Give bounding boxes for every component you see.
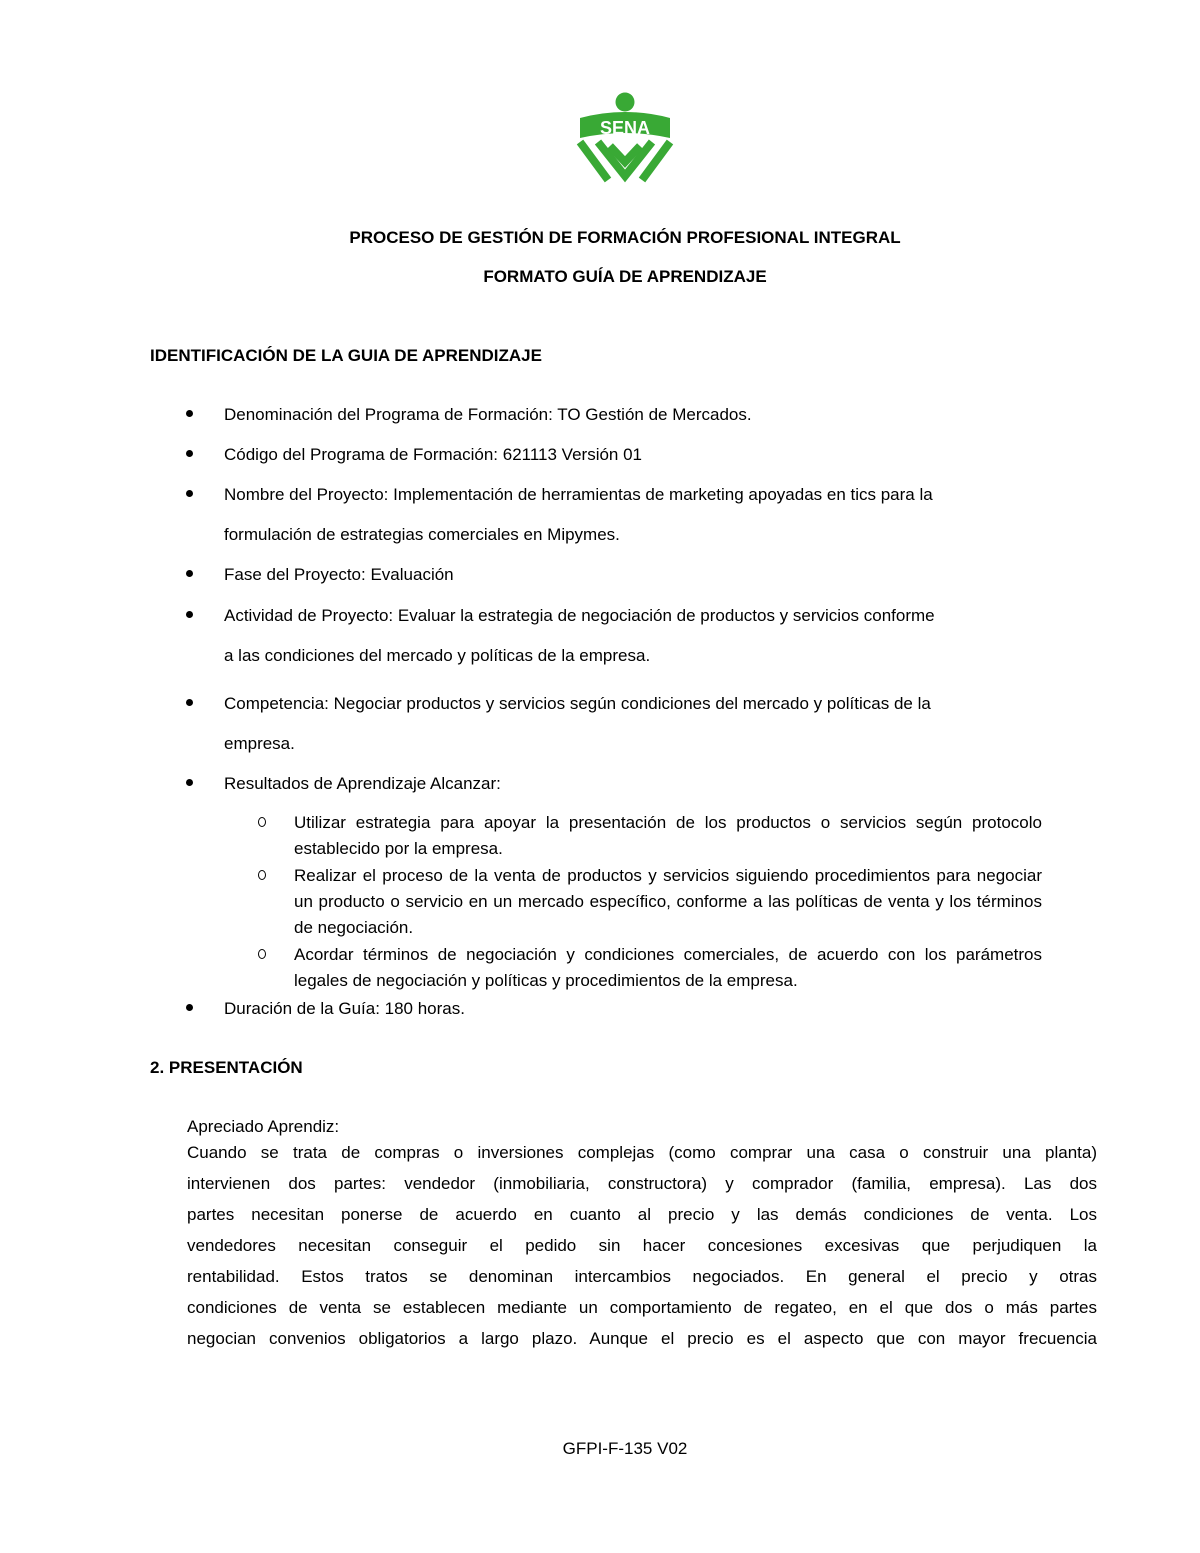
list-item-text: empresa. — [224, 734, 295, 753]
list-item-text: Denominación del Programa de Formación: TO Gestión de Mercados. — [224, 405, 752, 424]
paragraph-line: partes necesitan ponerse de acuerdo en cuanto al precio y las demás condiciones de venta. Los — [187, 1205, 1097, 1224]
list-item-text: Duración de la Guía: 180 horas. — [224, 999, 465, 1018]
bullet-icon — [186, 779, 193, 786]
logo-text: SENA — [599, 118, 651, 138]
list-item-text: Código del Programa de Formación: 621113 Versión 01 — [224, 445, 643, 464]
result-text: Acordar términos de negociación y condiciones comerciales, de acuerdo con los parámetros legales de negociación y políticas y procedimientos de la empresa. — [294, 945, 1042, 990]
bullet-icon — [186, 490, 193, 497]
paragraph-line: condiciones de venta se establecen mediante un comportamiento de regateo, en el que dos o más partes — [187, 1298, 1097, 1317]
presentation-heading: 2. PRESENTACIÓN — [150, 1058, 303, 1077]
list-item-text: a las condiciones del mercado y políticas de la empresa. — [224, 646, 651, 665]
document-subtitle: FORMATO GUÍA DE APRENDIZAJE — [483, 267, 767, 286]
document-title: PROCESO DE GESTIÓN DE FORMACIÓN PROFESIONAL INTEGRAL — [349, 228, 901, 247]
list-item-text: Nombre del Proyecto: Implementación de herramientas de marketing apoyadas en tics para la — [224, 485, 933, 504]
list-item-text: Resultados de Aprendizaje Alcanzar: — [224, 774, 501, 793]
paragraph-line: vendedores necesitan conseguir el pedido sin hacer concesiones excesivas que perjudiquen la — [187, 1236, 1097, 1255]
circle-bullet-icon — [258, 870, 266, 880]
bullet-icon — [186, 410, 193, 417]
bullet-icon — [186, 611, 193, 618]
greeting: Apreciado Aprendiz: — [187, 1117, 340, 1136]
circle-bullet-icon — [258, 949, 266, 959]
paragraph-line: Cuando se trata de compras o inversiones complejas (como comprar una casa o construir una planta) — [187, 1143, 1097, 1162]
circle-bullet-icon — [258, 817, 266, 827]
footer-code: GFPI-F-135 V02 — [562, 1439, 688, 1458]
paragraph-line: negocian convenios obligatorios a largo plazo. Aunque el precio es el aspecto que con mayor frecuencia — [187, 1329, 1097, 1348]
sena-logo — [574, 92, 676, 184]
bullet-icon — [186, 450, 193, 457]
bullet-icon — [186, 1004, 193, 1011]
paragraph-line: intervienen dos partes: vendedor (inmobiliaria, constructora) y comprador (familia, empresa). Las dos — [187, 1174, 1097, 1193]
identification-heading: IDENTIFICACIÓN DE LA GUIA DE APRENDIZAJE — [150, 346, 542, 365]
result-text: Utilizar estrategia para apoyar la presentación de los productos o servicios según protocolo establecido por la empresa. — [294, 813, 1042, 858]
list-item-text: Fase del Proyecto: Evaluación — [224, 565, 454, 584]
result-text: Realizar el proceso de la venta de productos y servicios siguiendo procedimientos para negociar un producto o servicio en un mercado específico, conforme a las políticas de venta y los términos de negociación. — [294, 866, 1042, 937]
list-item-text: Actividad de Proyecto: Evaluar la estrategia de negociación de productos y servicios conforme — [224, 606, 935, 625]
bullet-icon — [186, 699, 193, 706]
bullet-icon — [186, 570, 193, 577]
list-item-text: Competencia: Negociar productos y servicios según condiciones del mercado y políticas de la — [224, 694, 931, 713]
presentation-paragraph — [187, 1137, 1097, 1354]
paragraph-line: rentabilidad. Estos tratos se denominan intercambios negociados. En general el precio y otras — [187, 1267, 1097, 1286]
list-item-text: formulación de estrategias comerciales en Mipymes. — [224, 525, 620, 544]
